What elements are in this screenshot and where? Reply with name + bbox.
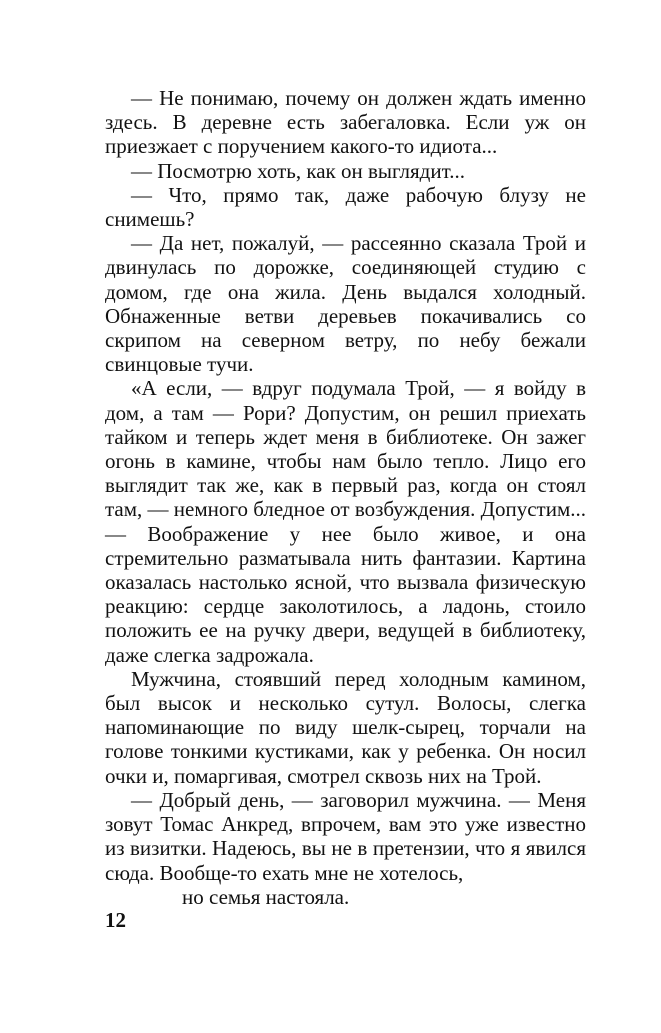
page-number: 12 bbox=[105, 908, 126, 932]
page-footer bbox=[105, 908, 586, 934]
paragraph-4: — Да нет, пожалуй, — рассеянно сказала Трой и двинулась по дорожке, соединяющей студию с домом, где она жила. День выдался холодный. Обнаженные ветви деревьев покачивались со скрипом на северном ветру, по небу бежали свинцовые тучи. bbox=[105, 231, 586, 377]
paragraph-6: Мужчина, стоявший перед холодным камином, был высок и несколько сутул. Волосы, слегка напоминающие по виду шелк-сырец, торчали на голове тонкими кустиками, как у ребенка. Он носил очки и, помаргивая, смотрел сквозь них на Трой. bbox=[105, 666, 586, 788]
body-text bbox=[105, 86, 586, 909]
paragraph-2: — Посмотрю хоть, как он выглядит... bbox=[131, 158, 465, 183]
paragraph-3: — Что, прямо так, даже рабочую блузу не снимешь? bbox=[105, 182, 586, 232]
paragraph-7-last-line: но семья настояла. bbox=[182, 884, 350, 909]
paragraph-7: — Добрый день, — заговорил мужчина. — Меня зовут Томас Анкред, впрочем, вам это уже известно из визитки. Надеюсь, вы не в претензии, что я явился сюда. Вообще-то ехать мне не хотелось, bbox=[105, 787, 586, 885]
paragraph-5: «А если, — вдруг подумала Трой, — я войду в дом, а там — Рори? Допустим, он решил приехать тайком и теперь ждет меня в библиотеке. Он зажег огонь в камине, чтобы нам было тепло. Лицо его выглядит так же, как в первый раз, когда он стоял там, — немного бледное от возбуждения. Допустим... — Воображение у нее было живое, и она стремительно разматывала нить фантазии. Картина оказалась настолько ясной, что вызвала физическую реакцию: сердце заколотилось, а ладонь, стоило положить ее на ручку двери, ведущей в библиотеку, даже слегка задрожала. bbox=[105, 376, 586, 667]
paragraph-1: — Не понимаю, почему он должен ждать именно здесь. В деревне есть забегаловка. Если уж он приезжает с поручением какого-то идиота... bbox=[105, 86, 586, 159]
